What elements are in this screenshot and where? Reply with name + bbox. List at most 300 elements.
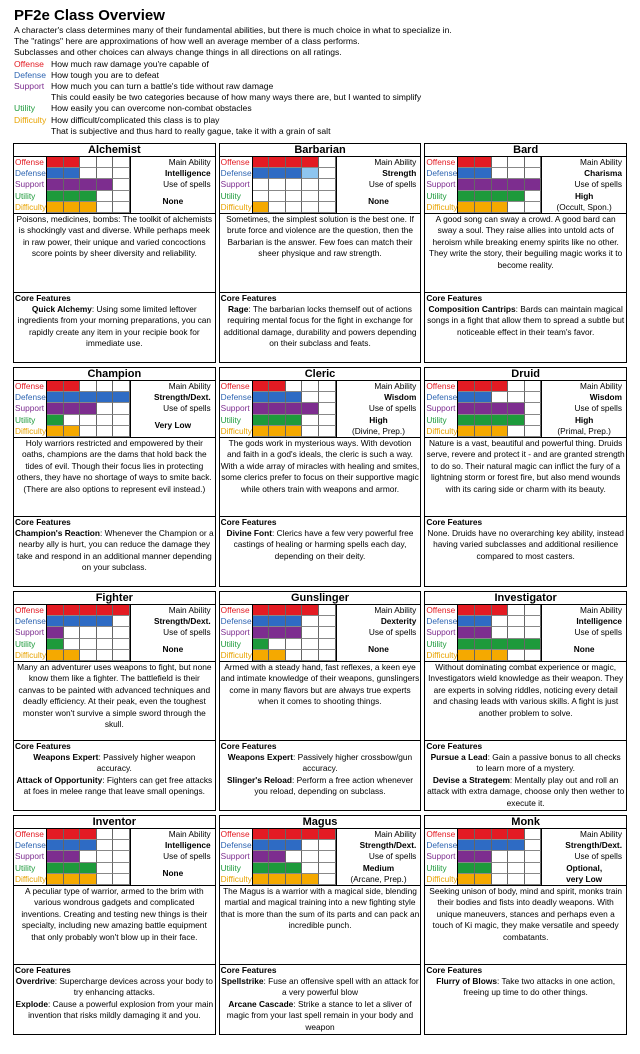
rating-segment [47,415,64,426]
class-name: Monk [425,816,626,829]
rating-segment [80,863,97,874]
main-ability-value: Intelligence [165,840,211,851]
rating-segment [97,863,114,874]
rating-bar-difficulty [458,650,542,661]
rating-label-offense: Offense [220,829,253,840]
rating-bar-defense [47,840,131,851]
rating-segment [475,426,492,437]
rating-label-difficulty: Difficulty [426,649,458,660]
rating-segment [302,426,319,437]
feature-text: : Using some limited leftover ingredients from your morning preparations, you can rapidly create any item in your recipie book for immediate use. [17,303,212,349]
rating-segment [80,639,97,650]
spells-value: High [574,414,594,425]
rating-segment [458,179,475,190]
main-ability-value: Intelligence [165,168,211,179]
class-description: Seeking unison of body, mind and spirit, monks train their bodies and fists into deadly weapons. With unique maneuvers, stances and perhaps even a touch of Ki magic, they make versatile and speedy combatants. [429,885,623,942]
feature-text: : Cause a powerful explosion from your main invention that risks mildly damaging it and you. [28,998,214,1021]
core-features [14,964,215,1034]
rating-segment [475,191,492,202]
class-description: Sometimes, the simplest solution is the best one. If brute force and violence are the question, then the Barbarian is the answer. Few foes can match their sheer physique and raw strength. [226,213,414,259]
rating-segment [319,639,336,650]
spells-label: Use of spells [163,403,211,414]
rating-bar-offense [253,829,337,840]
rating-segment [475,829,492,840]
rating-segment [97,415,114,426]
rating-segment [525,874,542,885]
feature-name: Weapons Expert [33,751,99,762]
rating-segment [269,616,286,627]
rating-segment [319,403,336,414]
rating-segment [97,403,114,414]
rating-segment [458,639,475,650]
rating-segment [319,605,336,616]
rating-label-defense: Defense [15,616,46,627]
legend-note: This could easily be two categories because of how many ways there are, but I wanted to simplify [51,92,422,103]
rating-segment [525,202,542,213]
feature-name: Arcane Cascade [228,998,294,1009]
rating-segment [286,840,303,851]
ratings [14,605,215,662]
feature-name: Slinger's Reload [226,774,292,785]
rating-bar-defense [253,616,337,627]
rating-segment [286,616,303,627]
rating-bar-support [47,403,131,414]
rating-segment [458,874,475,885]
rating-bar-defense [253,840,337,851]
rating-bar-support [458,627,542,638]
rating-label-defense: Defense [426,392,458,403]
rating-segment [492,426,509,437]
feature [220,528,421,562]
rating-segment [458,426,475,437]
class-description: Holy warriors restricted and empowered by their oaths, champions are the dams that hold back the tides of evil. Though their focus lies in protecting others, they have no shortage of ways to smite back. (There are also options to represent evil instead.) [16,437,212,494]
rating-segment [475,179,492,190]
rating-bar-support [47,627,131,638]
rating-segment [492,627,509,638]
rating-segment [319,157,336,168]
header [14,7,634,137]
rating-label-defense: Defense [220,840,252,851]
class-name: Gunslinger [220,592,421,605]
rating-label-offense: Offense [14,381,47,392]
rating-segment [47,392,64,403]
rating-segment [458,202,475,213]
rating-segment [113,168,130,179]
rating-segment [253,426,270,437]
rating-segment [525,168,542,179]
rating-segment [64,863,81,874]
rating-bar-defense [253,392,337,403]
feature-text: : Clerics have a few very powerful free castings of healing or harming spells each day, depending on their deity. [233,527,414,561]
rating-segment [475,863,492,874]
feature [14,976,215,999]
rating-segment [492,616,509,627]
main-ability-value: Strength/Dext. [153,392,211,403]
rating-segment [286,639,303,650]
rating-segment [458,157,475,168]
rating-segment [97,168,114,179]
rating-label-support: Support [14,627,47,638]
rating-bar-offense [458,829,542,840]
main-ability-label: Main Ability [580,829,622,839]
rating-segment [113,605,130,616]
rating-label-difficulty: Difficulty [220,201,252,212]
rating-segment [113,639,130,650]
rating-segment [113,191,130,202]
rating-segment [492,157,509,168]
rating-segment [269,392,286,403]
rating-segment [253,202,270,213]
rating-segment [97,179,114,190]
rating-segment [64,605,81,616]
rating-label-defense: Defense [220,392,252,403]
rating-segment [302,863,319,874]
rating-segment [47,157,64,168]
core-features-heading: Core Features [15,740,71,751]
feature [14,304,215,350]
rating-segment [47,851,64,862]
feature-name: Quick Alchemy [31,303,92,314]
core-features [14,740,215,810]
rating-segment [253,616,270,627]
spells-label: Use of spells [163,851,211,862]
main-ability-value: Charisma [584,168,622,179]
rating-label-defense: Defense [426,168,458,179]
ratings [220,157,421,214]
main-ability-label: Main Ability [374,605,417,615]
class-description: A peculiar type of warrior, armed to the brim with various wondrous gadgets and complicated inventions. Creating and testing new things is their specialty, including new amazing battle equipment that only probably won't blow up in their face. [21,885,208,942]
rating-segment [97,392,114,403]
rating-segment [97,639,114,650]
rating-segment [525,179,542,190]
rating-segment [508,403,525,414]
rating-segment [319,381,336,392]
rating-segment [475,639,492,650]
rating-bar-support [253,627,337,638]
class-card-gunslinger [219,591,422,811]
feature-text: : Gain a passive bonus to all checks to learn more of a mystery. [476,751,621,774]
rating-segment [286,605,303,616]
rating-segment [253,403,270,414]
rating-label-utility: Utility [220,415,253,426]
rating-segment [508,392,525,403]
core-features-heading: Core Features [220,516,277,527]
core-features [220,516,421,586]
rating-bar-offense [458,157,542,168]
rating-segment [475,627,492,638]
spells-tradition: (Occult, Spon.) [556,201,612,212]
rating-segment [286,191,303,202]
page-title: PF2e Class Overview [14,7,165,24]
rating-segment [302,157,319,168]
rating-segment [286,157,303,168]
rating-segment [525,381,542,392]
rating-segment [492,829,509,840]
rating-segment [64,851,81,862]
rating-segment [286,403,303,414]
rating-segment [80,168,97,179]
feature-text: : Passively higher weapon accuracy. [96,751,196,774]
rating-segment [525,392,542,403]
rating-label-utility: Utility [220,639,253,650]
rating-bar-defense [47,392,131,403]
rating-bar-support [47,179,131,190]
spells-label: Use of spells [368,627,417,638]
core-features [425,516,626,586]
feature-text: : Bards can maintain magical songs in a fight that allow them to spread a subtle but noticeable effect in their team's favor. [427,303,625,337]
rating-segment [508,650,525,661]
rating-segment [269,415,286,426]
rating-bar-defense [458,168,542,179]
rating-bar-utility [253,639,337,650]
legend-difficulty: Difficulty How difficult/complicated this class is to play [14,114,220,125]
rating-label-offense: Offense [14,605,47,616]
rating-segment [508,191,525,202]
feature-text: : Fuse an offensive spell with an attack for a very powerful blow [263,975,419,998]
rating-segment [269,179,286,190]
ratings [220,605,421,662]
rating-label-defense: Defense [426,840,458,851]
rating-label-support: Support [425,179,458,190]
rating-segment [319,616,336,627]
rating-segment [253,605,270,616]
rating-bar-utility [253,191,337,202]
rating-segment [508,863,525,874]
feature-text: : Whenever the Champion or a nearby ally is hurt, you can reduce the damage they take and respond in an additional manner depending on your subclass. [16,527,214,573]
rating-segment [508,426,525,437]
spells-value: None [368,644,389,655]
rating-segment [80,874,97,885]
rating-bar-utility [47,639,131,650]
rating-segment [253,415,270,426]
feature-name: Rage [228,303,249,314]
rating-segment [113,426,130,437]
core-features-heading: Core Features [426,516,483,527]
rating-bar-difficulty [47,426,131,437]
spells-label: Use of spells [574,179,622,190]
rating-segment [302,191,319,202]
rating-segment [525,639,542,650]
ratings [425,381,626,438]
ratings [14,157,215,214]
main-ability-label: Main Ability [374,829,417,839]
rating-segment [97,202,114,213]
core-features [425,292,626,362]
class-card-alchemist [13,143,216,363]
rating-segment [319,863,336,874]
rating-segment [508,381,525,392]
core-features-heading: Core Features [426,292,483,303]
rating-segment [97,157,114,168]
rating-segment [113,829,130,840]
rating-segment [508,157,525,168]
rating-bar-utility [458,191,542,202]
feature-name: Composition Cantrips [428,303,516,314]
main-ability-label: Main Ability [168,157,211,167]
spells-value: None [162,868,184,879]
rating-label-defense: Defense [15,168,46,179]
rating-bar-offense [47,829,131,840]
rating-segment [492,639,509,650]
rating-label-support: Support [425,627,458,638]
rating-segment [97,627,114,638]
class-description: A good song can sway a crowd. A good bard can sway a soul. They raise allies into untold acts of heroism while breaking enemy spirits like no other. They write the story, their beguiling magic works it to become reality. [429,213,623,270]
rating-segment [80,202,97,213]
intro-line: The "ratings" here are approximations of how well an average member of a class performs. [14,36,360,47]
class-card-druid [424,367,627,587]
rating-label-support: Support [14,851,47,862]
class-card-bard [424,143,627,363]
rating-label-utility: Utility [14,415,47,426]
rating-segment [269,168,286,179]
rating-segment [458,863,475,874]
rating-segment [286,381,303,392]
rating-segment [269,157,286,168]
rating-segment [113,627,130,638]
feature [14,752,215,775]
rating-bar-offense [253,381,337,392]
spells-value: None [162,644,184,655]
rating-segment [113,616,130,627]
rating-segment [525,851,542,862]
rating-segment [302,851,319,862]
rating-segment [64,650,81,661]
rating-segment [475,616,492,627]
rating-bar-difficulty [253,426,337,437]
rating-segment [97,829,114,840]
rating-label-utility: Utility [425,639,458,650]
feature [220,775,421,798]
main-ability-value: Wisdom [589,392,622,403]
feature-name: Spellstrike [221,975,264,986]
rating-segment [475,650,492,661]
rating-bar-utility [458,415,542,426]
feature [425,752,626,775]
rating-segment [508,616,525,627]
main-ability-label: Main Ability [374,381,417,391]
feature [425,976,626,999]
rating-segment [113,840,130,851]
rating-segment [269,639,286,650]
feature-text: : Strike a stance to let a sliver of magic from your last spell remain in your body and weapon [226,998,414,1032]
class-card-cleric [219,367,422,587]
rating-bar-defense [458,616,542,627]
core-features-heading: Core Features [15,292,71,303]
rating-segment [64,392,81,403]
rating-segment [97,840,114,851]
ratings [14,381,215,438]
feature [220,752,421,775]
rating-segment [80,627,97,638]
core-features-heading: Core Features [220,740,277,751]
rating-bar-defense [253,168,337,179]
rating-segment [525,616,542,627]
rating-bar-offense [47,381,131,392]
rating-label-utility: Utility [14,639,47,650]
rating-bar-support [458,179,542,190]
rating-segment [47,627,64,638]
feature [220,976,421,999]
rating-segment [253,191,270,202]
rating-segment [525,403,542,414]
spells-tradition: (Primal, Prep.) [557,425,611,436]
legend-support: Support How much you can turn a battle's tide without raw damage [14,81,274,92]
rating-label-difficulty: Difficulty [220,873,252,884]
feature [14,999,215,1022]
core-features [220,292,421,362]
rating-segment [80,829,97,840]
spells-tradition: (Arcane, Prep.) [350,873,407,884]
rating-segment [269,840,286,851]
rating-segment [458,829,475,840]
rating-bar-utility [253,863,337,874]
rating-segment [80,157,97,168]
spells-label: Use of spells [368,403,417,414]
rating-segment [508,627,525,638]
rating-label-difficulty: Difficulty [15,873,47,884]
spells-value: High [574,190,594,201]
main-ability-value: Strength/Dext. [359,840,417,851]
rating-segment [492,168,509,179]
rating-segment [319,829,336,840]
rating-segment [269,863,286,874]
rating-segment [80,392,97,403]
rating-segment [458,191,475,202]
core-features [14,292,215,362]
feature-text: : Mentally play out and roll an attack with extra damage, choose only then wether to execute it. [427,774,625,808]
class-card-champion [13,367,216,587]
rating-bar-difficulty [458,874,542,885]
rating-label-support: Support [220,851,253,862]
rating-bar-utility [458,639,542,650]
rating-label-offense: Offense [220,605,253,616]
spells-value: High [369,414,388,425]
rating-label-support: Support [220,179,253,190]
rating-bar-difficulty [253,650,337,661]
rating-label-utility: Utility [425,191,458,202]
rating-segment [269,381,286,392]
class-description: Many an adventurer uses weapons to fight, but none know them like a fighter. The battlefield is their canvas to be painted with advanced techniques and deadly efficiency. At their peak, even the toughest monster won't survive a simple sword through the skull. [17,661,212,729]
rating-segment [47,829,64,840]
rating-segment [475,157,492,168]
rating-segment [319,851,336,862]
rating-segment [302,381,319,392]
feature [425,304,626,338]
spells-tradition: (Divine, Prep.) [351,425,405,436]
rating-segment [64,157,81,168]
rating-segment [525,191,542,202]
rating-segment [475,392,492,403]
rating-bar-offense [253,605,337,616]
rating-segment [492,650,509,661]
rating-label-offense: Offense [220,157,253,168]
rating-segment [253,179,270,190]
rating-segment [97,426,114,437]
rating-segment [113,403,130,414]
rating-segment [97,381,114,392]
main-ability-label: Main Ability [168,381,211,391]
rating-label-support: Support [220,403,253,414]
class-card-barbarian [219,143,422,363]
core-features-heading: Core Features [426,740,483,751]
rating-segment [302,840,319,851]
main-ability-value: Strength [382,168,417,179]
rating-segment [97,851,114,862]
rating-segment [475,202,492,213]
rating-segment [269,605,286,616]
rating-bar-utility [458,863,542,874]
rating-segment [47,202,64,213]
